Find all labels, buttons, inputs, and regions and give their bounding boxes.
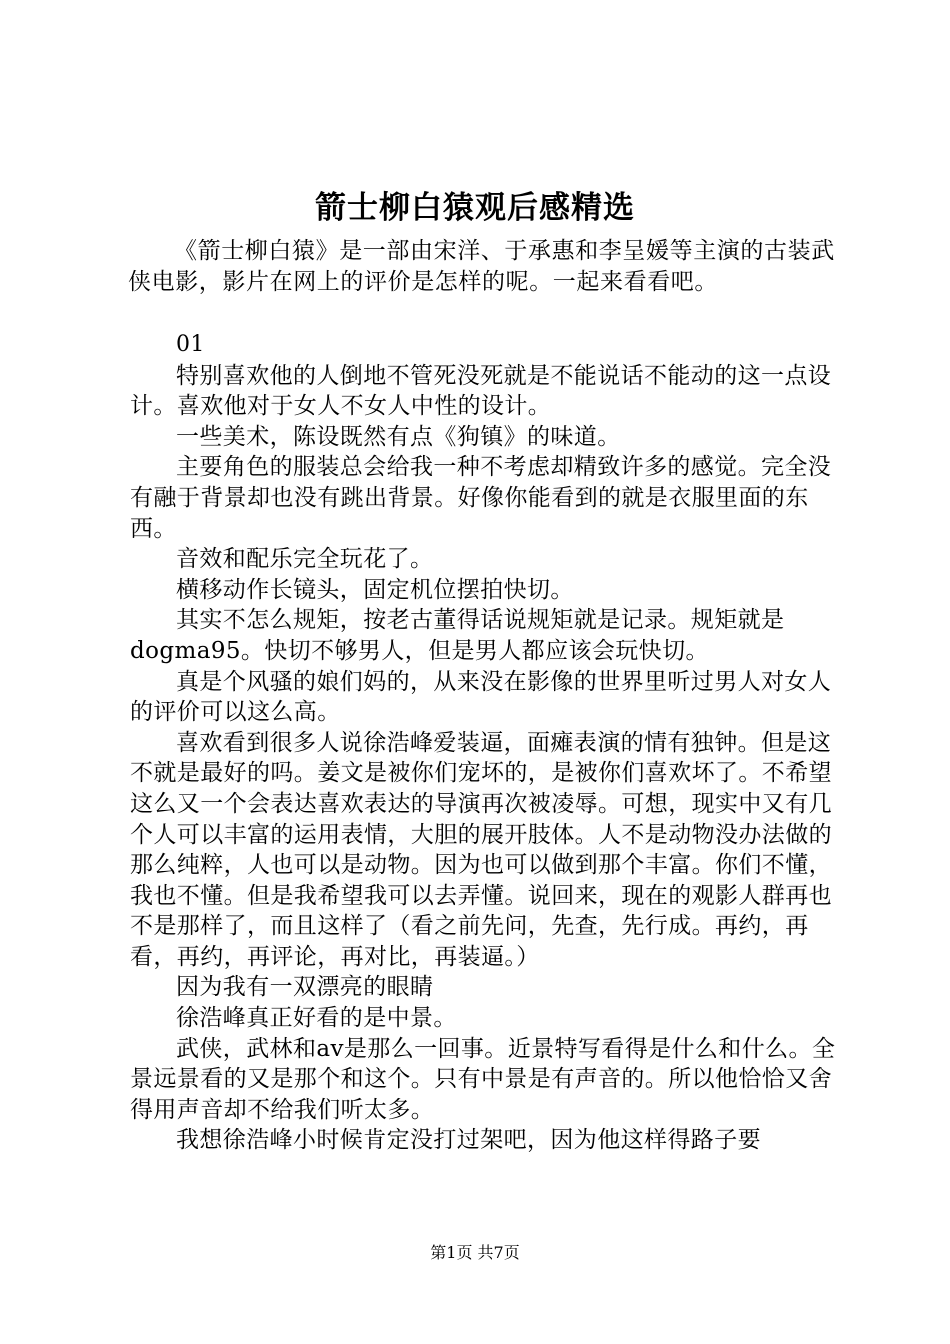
section-label: 01 xyxy=(176,332,205,357)
paragraph: 音效和配乐完全玩花了。 xyxy=(176,546,434,573)
page-footer: 第1页 共7页 xyxy=(430,1243,520,1262)
paragraph: 真是个风骚的娘们妈的，从来没在影像的世界里听过男人对女人的评价可以这么高。 xyxy=(130,668,832,726)
paragraph: 我想徐浩峰小时候肯定没打过架吧，因为他这样得路子要 xyxy=(176,1127,761,1154)
paragraph: 徐浩峰真正好看的是中景。 xyxy=(176,1005,457,1032)
intro-paragraph: 《箭士柳白猿》是一部由宋洋、于承惠和李呈媛等主演的古装武侠电影，影片在网上的评价是怎样的呢。一起来看看吧。 xyxy=(128,238,835,295)
paragraph: 其实不怎么规矩，按老古董得话说规矩就是记录。规矩就是dogma95。快切不够男人，但是男人都应该会玩快切。 xyxy=(130,607,785,664)
paragraph: 因为我有一双漂亮的眼睛 xyxy=(176,974,434,1001)
paragraph: 横移动作长镜头，固定机位摆拍快切。 xyxy=(176,576,574,603)
paragraph: 喜欢看到很多人说徐浩峰爱装逼，面瘫表演的情有独钟。但是这不就是最好的吗。姜文是被你们宠坏的，是被你们喜欢坏了。不希望这么又一个会表达喜欢表达的导演再次被凌辱。可想，现实中又有几个人可以丰富的运用表情，大胆的展开肢体。人不是动物没办法做的那么纯粹，人也可以是动物。因为也可以做到那个丰富。你们不懂，我也不懂。但是我希望我可以去弄懂。说回来，现在的观影人群再也不是那样了，而且这样了（看之前先问，先查，先行成。再约，再看，再约，再评论，再对比，再装逼。） xyxy=(130,729,832,970)
paragraph: 一些美术，陈设既然有点《狗镇》的味道。 xyxy=(176,423,621,450)
document-title: 箭士柳白猿观后感精选 xyxy=(315,190,635,226)
paragraph: 主要角色的服装总会给我一种不考虑却精致许多的感觉。完全没有融于背景却也没有跳出背景。好像你能看到的就是衣服里面的东西。 xyxy=(130,454,832,542)
document-body xyxy=(130,330,842,1156)
intro-block xyxy=(128,236,848,297)
paragraph: 特别喜欢他的人倒地不管死没死就是不能说话不能动的这一点设计。喜欢他对于女人不女人中性的设计。 xyxy=(130,362,832,420)
paragraph: 武侠，武林和av是那么一回事。近景特写看得是什么和什么。全景远景看的又是那个和这个。只有中景是有声音的。所以他恰恰又舍得用声音却不给我们听太多。 xyxy=(130,1035,836,1123)
